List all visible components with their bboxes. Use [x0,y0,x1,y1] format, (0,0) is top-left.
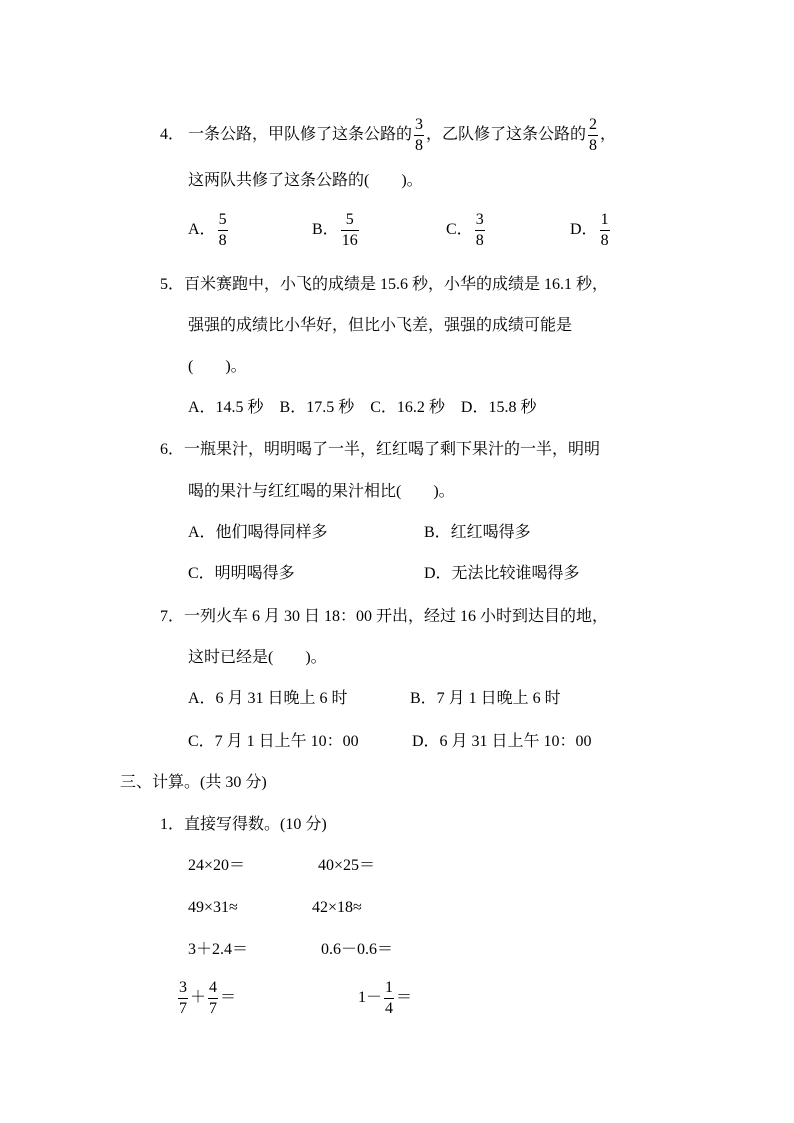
question-4-option-a[interactable]: A． $\frac{5}{8}$ [188,211,227,249]
fraction-expression-1: $\frac{3}{7}$ ＋ $\frac{4}{7}$ ＝ [179,979,237,1017]
question-4-fraction-1: $\frac{3}{8}$ [415,116,424,154]
fraction-expression-2: 1－ $\frac{1}{4}$ ＝ [358,979,413,1017]
question-6-line-2: 喝的果汁与红红喝的果汁相比( )。 [188,483,455,500]
question-6-line-1: 6．一瓶果汁，明明喝了一半，红红喝了剩下果汁的一半，明明 [160,441,601,458]
question-4-option-c[interactable]: C． $\frac{3}{8}$ [446,211,484,249]
question-7-line-1: 7．一列火车 6 月 30 日 18：00 开出，经过 16 小时到达目的地， [160,608,609,625]
question-4-text-b: ，乙队修了这条公路的 [426,126,587,144]
question-5-line-3: ( )。 [188,358,247,375]
expression-1: 24×20＝ [188,857,246,874]
expression-3: 49×31≈ [188,899,238,916]
expression-6: 0.6－0.6＝ [321,941,394,958]
question-5-options[interactable]: A．14.5 秒 B．17.5 秒 C．16.2 秒 D．15.8 秒 [188,399,537,416]
question-7-option-c[interactable]: C．7 月 1 日上午 10：00 [188,733,359,750]
question-5-line-1: 5．百米赛跑中，小飞的成绩是 15.6 秒，小华的成绩是 16.1 秒， [160,276,609,293]
section-3-title: 三、计算。(共 30 分) [120,774,267,791]
question-4-number: 4． [160,126,185,144]
expression-2: 40×25＝ [318,857,376,874]
question-6-option-a[interactable]: A．他们喝得同样多 [188,524,328,541]
expression-4: 42×18≈ [312,899,362,916]
question-4-line-1: 4． 一条公路，甲队修了这条公路的 $\frac{3}{8}$ ，乙队修了这条公路的 $\frac{2}{8}$ ， [160,116,617,154]
question-6-option-d[interactable]: D．无法比较谁喝得多 [424,565,580,582]
question-4-option-d[interactable]: D． $\frac{1}{8}$ [570,211,609,249]
question-7-option-d[interactable]: D．6 月 31 日上午 10：00 [412,733,592,750]
question-7-option-a[interactable]: A．6 月 31 日晚上 6 时 [188,690,348,707]
question-7-line-2: 这时已经是( )。 [188,649,327,666]
question-4-option-b[interactable]: B． $\frac{5}{16}$ [312,211,358,249]
question-4-text-a: 一条公路，甲队修了这条公路的 [188,126,413,144]
question-5-number: 5． [160,276,185,293]
question-4-fraction-2: $\frac{2}{8}$ [589,116,598,154]
question-4-line-2: 这两队共修了这条公路的( )。 [188,172,423,189]
section-3-subtitle-1: 1．直接写得数。(10 分) [160,816,327,833]
question-5-line-2: 强强的成绩比小华好，但比小飞差，强强的成绩可能是 [188,317,573,334]
question-6-option-b[interactable]: B．红红喝得多 [424,524,531,541]
expression-5: 3＋2.4＝ [188,941,249,958]
question-7-number: 7． [160,608,185,625]
question-7-option-b[interactable]: B．7 月 1 日晚上 6 时 [410,690,561,707]
question-6-number: 6． [160,441,185,458]
question-6-option-c[interactable]: C．明明喝得多 [188,565,295,582]
